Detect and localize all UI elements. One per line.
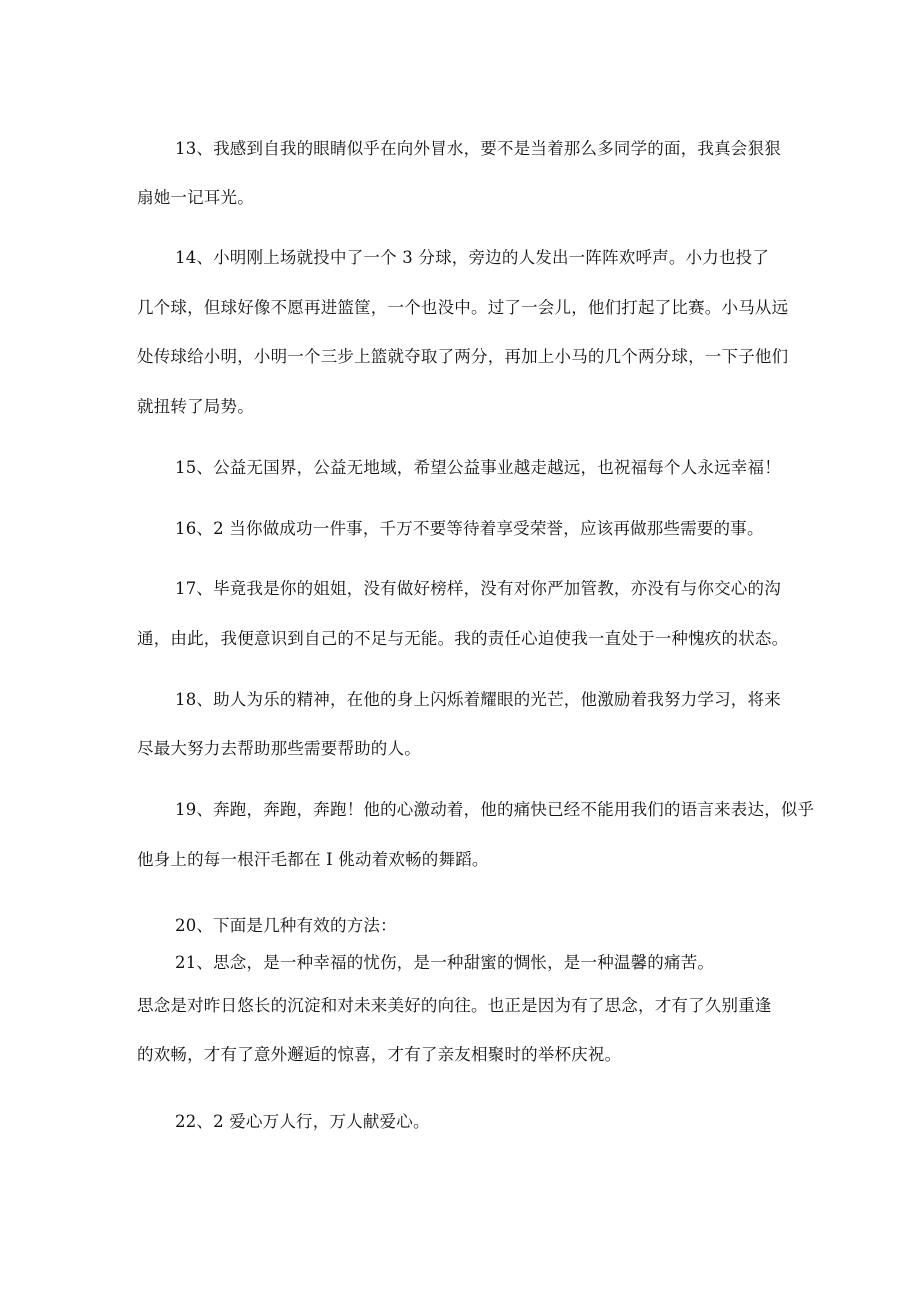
paragraph-20-line-1: 20、下面是几种有效的方法： — [175, 916, 397, 935]
paragraph-19-line-1: 19、奔跑，奔跑，奔跑！他的心激动着，他的痛快已经不能用我们的语言来表达，似乎 — [175, 800, 815, 819]
paragraph-14-line-4: 就扭转了局势。 — [137, 397, 254, 416]
paragraph-21-line-2: 思念是对昨日悠长的沉淀和对未来美好的向往。也正是因为有了思念，才有了久别重逢 — [137, 996, 772, 1015]
paragraph-14-line-3: 处传球给小明，小明一个三步上篮就夺取了两分，再加上小马的几个两分球，一下子他们 — [137, 347, 789, 366]
paragraph-14-line-2: 几个球，但球好像不愿再进篮筐，一个也没中。过了一会儿，他们打起了比赛。小马从远 — [137, 298, 789, 317]
paragraph-17-line-1: 17、毕竟我是你的姐姐，没有做好榜样，没有对你严加管教，亦没有与你交心的沟 — [175, 579, 781, 598]
paragraph-17-line-2: 通，由此，我便意识到自己的不足与无能。我的责任心迫使我一直处于一种愧疚的状态。 — [137, 629, 789, 648]
paragraph-19-line-2: 他身上的每一根汗毛都在 I 佻动着欢畅的舞蹈。 — [137, 850, 489, 869]
paragraph-13-line-2: 扇她一记耳光。 — [137, 188, 254, 207]
paragraph-16-line-1: 16、2 当你做成功一件事，千万不要等待着享受荣誉，应该再做那些需要的事。 — [175, 519, 764, 538]
paragraph-21-line-1: 21、思念，是一种幸福的忧伤，是一种甜蜜的惆怅，是一种温馨的痛苦。 — [175, 953, 715, 972]
paragraph-14-line-1: 14、小明刚上场就投中了一个 3 分球，旁边的人发出一阵阵欢呼声。小力也投了 — [175, 248, 770, 267]
paragraph-21-line-3: 的欢畅，才有了意外邂逅的惊喜，才有了亲友相聚时的举杯庆祝。 — [137, 1045, 622, 1064]
paragraph-18-line-2: 尽最大努力去帮助那些需要帮助的人。 — [137, 739, 421, 758]
paragraph-18-line-1: 18、助人为乐的精神，在他的身上闪烁着耀眼的光芒，他激励着我努力学习，将来 — [175, 690, 781, 709]
paragraph-13-line-1: 13、我感到自我的眼睛似乎在向外冒水，要不是当着那么多同学的面，我真会狠狠 — [175, 139, 781, 158]
paragraph-15-line-1: 15、公益无国界，公益无地域，希望公益事业越走越远，也祝福每个人永远幸福！ — [175, 458, 781, 477]
paragraph-22-line-1: 22、2 爱心万人行，万人献爱心。 — [175, 1112, 430, 1131]
